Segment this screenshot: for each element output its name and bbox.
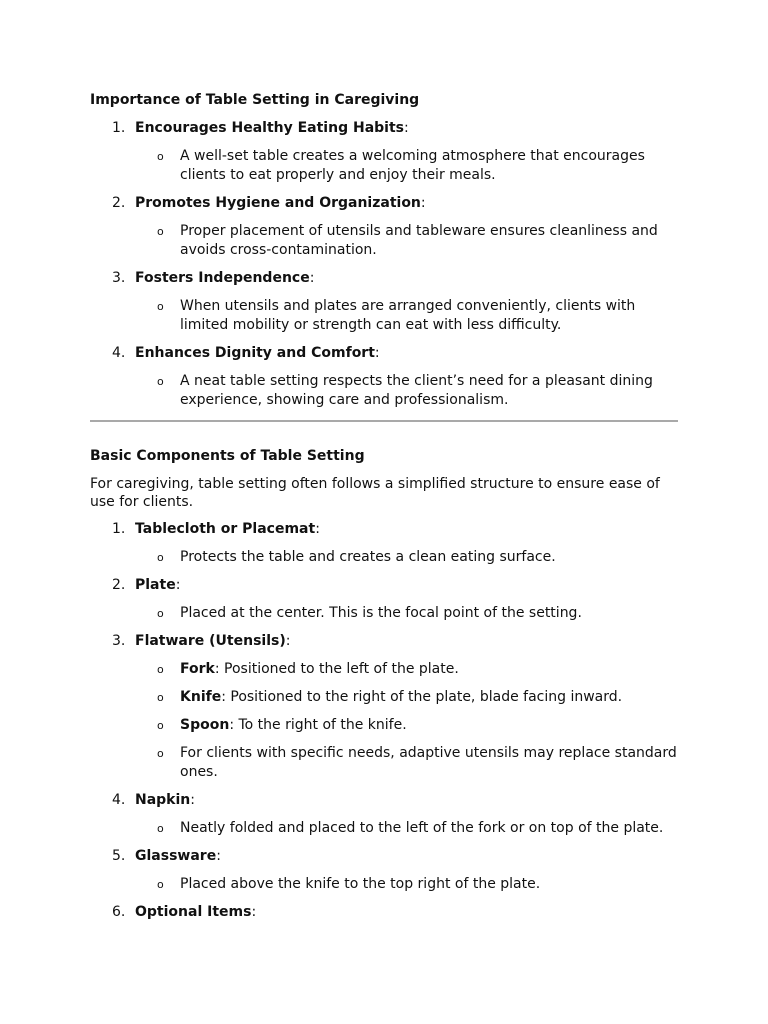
bullet-icon: o	[157, 300, 164, 313]
bullet-icon: o	[157, 719, 164, 732]
numbered-list	[90, 520, 680, 922]
list-item	[90, 520, 680, 539]
list-item	[90, 269, 680, 288]
list-item	[90, 576, 680, 595]
item-number: 2.	[112, 195, 126, 211]
bullet-text: : To the right of the knife.	[229, 717, 407, 733]
list-item	[90, 119, 680, 138]
item-number: 3.	[112, 633, 126, 649]
bullet-text: Proper placement of utensils and tableware ensures cleanliness and avoids cross-contamination.	[180, 223, 658, 258]
item-text	[135, 847, 680, 866]
document-page	[90, 91, 680, 922]
item-title: Flatware (Utensils)	[135, 633, 286, 649]
item-colon: :	[190, 792, 195, 808]
bullet-icon: o	[157, 150, 164, 163]
bullet-icon: o	[157, 225, 164, 238]
section-heading: Basic Components of Table Setting	[90, 448, 365, 464]
bullet-icon: o	[157, 375, 164, 388]
bullet-icon: o	[157, 691, 164, 704]
item-number: 4.	[112, 345, 126, 361]
item-text	[135, 576, 680, 595]
item-number: 2.	[112, 577, 126, 593]
item-text	[135, 520, 680, 539]
item-colon: :	[285, 633, 291, 649]
bullet-icon: o	[157, 822, 164, 835]
bullet-text: Neatly folded and placed to the left of the fork or on top of the plate.	[180, 820, 664, 836]
bullet-text: Placed above the knife to the top right of the plate.	[180, 876, 541, 892]
item-title: Optional Items	[135, 904, 252, 920]
item-text	[135, 119, 680, 138]
section-heading: Importance of Table Setting in Caregiving	[90, 92, 420, 108]
item-title: Fosters Independence	[135, 270, 310, 286]
bullet-icon: o	[157, 607, 164, 620]
bullet-text: For clients with specific needs, adaptive utensils may replace standard ones.	[180, 745, 677, 780]
bullet-icon: o	[157, 551, 164, 564]
intro-paragraph: For caregiving, table setting often follows a simplified structure to ensure ease of use for clients.	[90, 476, 660, 510]
item-number: 3.	[112, 270, 126, 286]
sub-bullet	[157, 875, 680, 894]
item-text	[135, 903, 680, 922]
bullet-term: Knife	[180, 689, 222, 705]
item-title: Tablecloth or Placemat	[135, 521, 316, 537]
item-text	[135, 344, 680, 363]
item-colon: :	[315, 521, 320, 537]
item-colon: :	[309, 270, 315, 286]
bullet-text: A well-set table creates a welcoming atmosphere that encourages clients to eat properly and enjoy their meals.	[180, 148, 645, 183]
bullet-icon: o	[157, 663, 164, 676]
bullet-term: Fork	[180, 661, 215, 677]
item-text	[135, 194, 680, 213]
horizontal-rule	[90, 420, 678, 422]
item-colon: :	[420, 195, 426, 211]
list-item	[90, 344, 680, 363]
item-number: 4.	[112, 792, 126, 808]
list-item	[90, 632, 680, 651]
numbered-list	[90, 119, 680, 410]
item-text	[135, 632, 680, 651]
item-colon: :	[175, 577, 181, 593]
item-title: Enhances Dignity and Comfort	[135, 345, 375, 361]
list-item	[90, 903, 680, 922]
sub-bullet	[157, 744, 680, 782]
sub-bullet	[157, 548, 680, 567]
item-text	[135, 269, 680, 288]
item-title: Promotes Hygiene and Organization	[135, 195, 421, 211]
item-number: 5.	[112, 848, 126, 864]
bullet-icon: o	[157, 878, 164, 891]
item-title: Napkin	[135, 792, 191, 808]
item-text	[135, 791, 680, 810]
item-title: Plate	[135, 577, 176, 593]
bullet-text: : Positioned to the right of the plate, blade facing inward.	[221, 689, 623, 705]
section-basic-components	[90, 447, 680, 922]
item-colon: :	[216, 848, 221, 864]
bullet-text: Protects the table and creates a clean eating surface.	[180, 549, 556, 565]
bullet-term: Spoon	[180, 717, 230, 733]
bullet-text: : Positioned to the left of the plate.	[214, 661, 459, 677]
sub-bullet	[157, 147, 680, 185]
bullet-icon: o	[157, 747, 164, 760]
sub-bullet	[157, 297, 680, 335]
bullet-text: When utensils and plates are arranged conveniently, clients with limited mobility or strength can eat with less difficulty.	[180, 298, 636, 333]
sub-bullet	[157, 688, 680, 707]
bullet-text: A neat table setting respects the client’s need for a pleasant dining experience, showing care and professionalism.	[180, 373, 653, 408]
item-title: Encourages Healthy Eating Habits	[135, 120, 404, 136]
item-title: Glassware	[135, 848, 217, 864]
sub-bullet	[157, 819, 680, 838]
item-number: 6.	[112, 904, 126, 920]
list-item	[90, 194, 680, 213]
bullet-text: Placed at the center. This is the focal point of the setting.	[180, 605, 582, 621]
item-colon: :	[251, 904, 257, 920]
sub-bullet	[157, 222, 680, 260]
sub-bullet	[157, 660, 680, 679]
section-importance	[90, 91, 680, 410]
item-colon: :	[374, 345, 380, 361]
item-number: 1.	[112, 521, 126, 537]
list-item	[90, 847, 680, 866]
item-colon: :	[403, 120, 409, 136]
item-number: 1.	[112, 120, 126, 136]
sub-bullet	[157, 604, 680, 623]
sub-bullet	[157, 716, 680, 735]
sub-bullet	[157, 372, 680, 410]
list-item	[90, 791, 680, 810]
